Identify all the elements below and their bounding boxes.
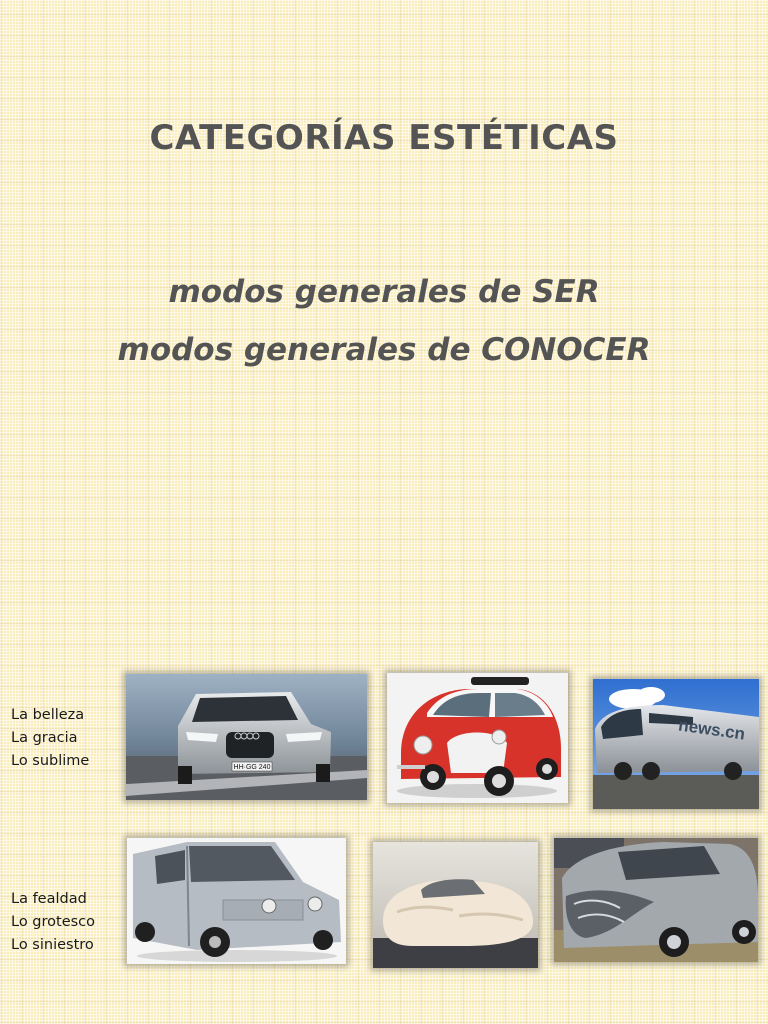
license-plate-text: HH·GG 240 [233, 764, 271, 771]
category-item: Lo siniestro [11, 937, 94, 953]
news-bus-photo [593, 679, 759, 809]
boxy-metal-car-photo [127, 838, 346, 964]
category-item: La fealdad [11, 891, 87, 907]
positive-categories-list [11, 704, 89, 773]
category-item: Lo sublime [11, 753, 90, 769]
bus-logo-text: news.cn [677, 715, 747, 744]
subtitle-conocer: modos generales de CONOCER [117, 332, 651, 368]
subtitle-ser: modos generales de SER [168, 274, 600, 310]
audi-sedan-photo [126, 674, 367, 800]
category-item: La belleza [11, 707, 85, 723]
slide-title: CATEGORÍAS ESTÉTICAS [149, 118, 619, 158]
category-item: Lo grotesco [11, 914, 96, 930]
melted-car-sculpture-photo [373, 842, 538, 968]
negative-categories-list [11, 888, 95, 957]
alien-decorated-car-photo [554, 838, 758, 962]
category-item: La gracia [11, 730, 78, 746]
red-bubble-car-photo [387, 673, 568, 803]
